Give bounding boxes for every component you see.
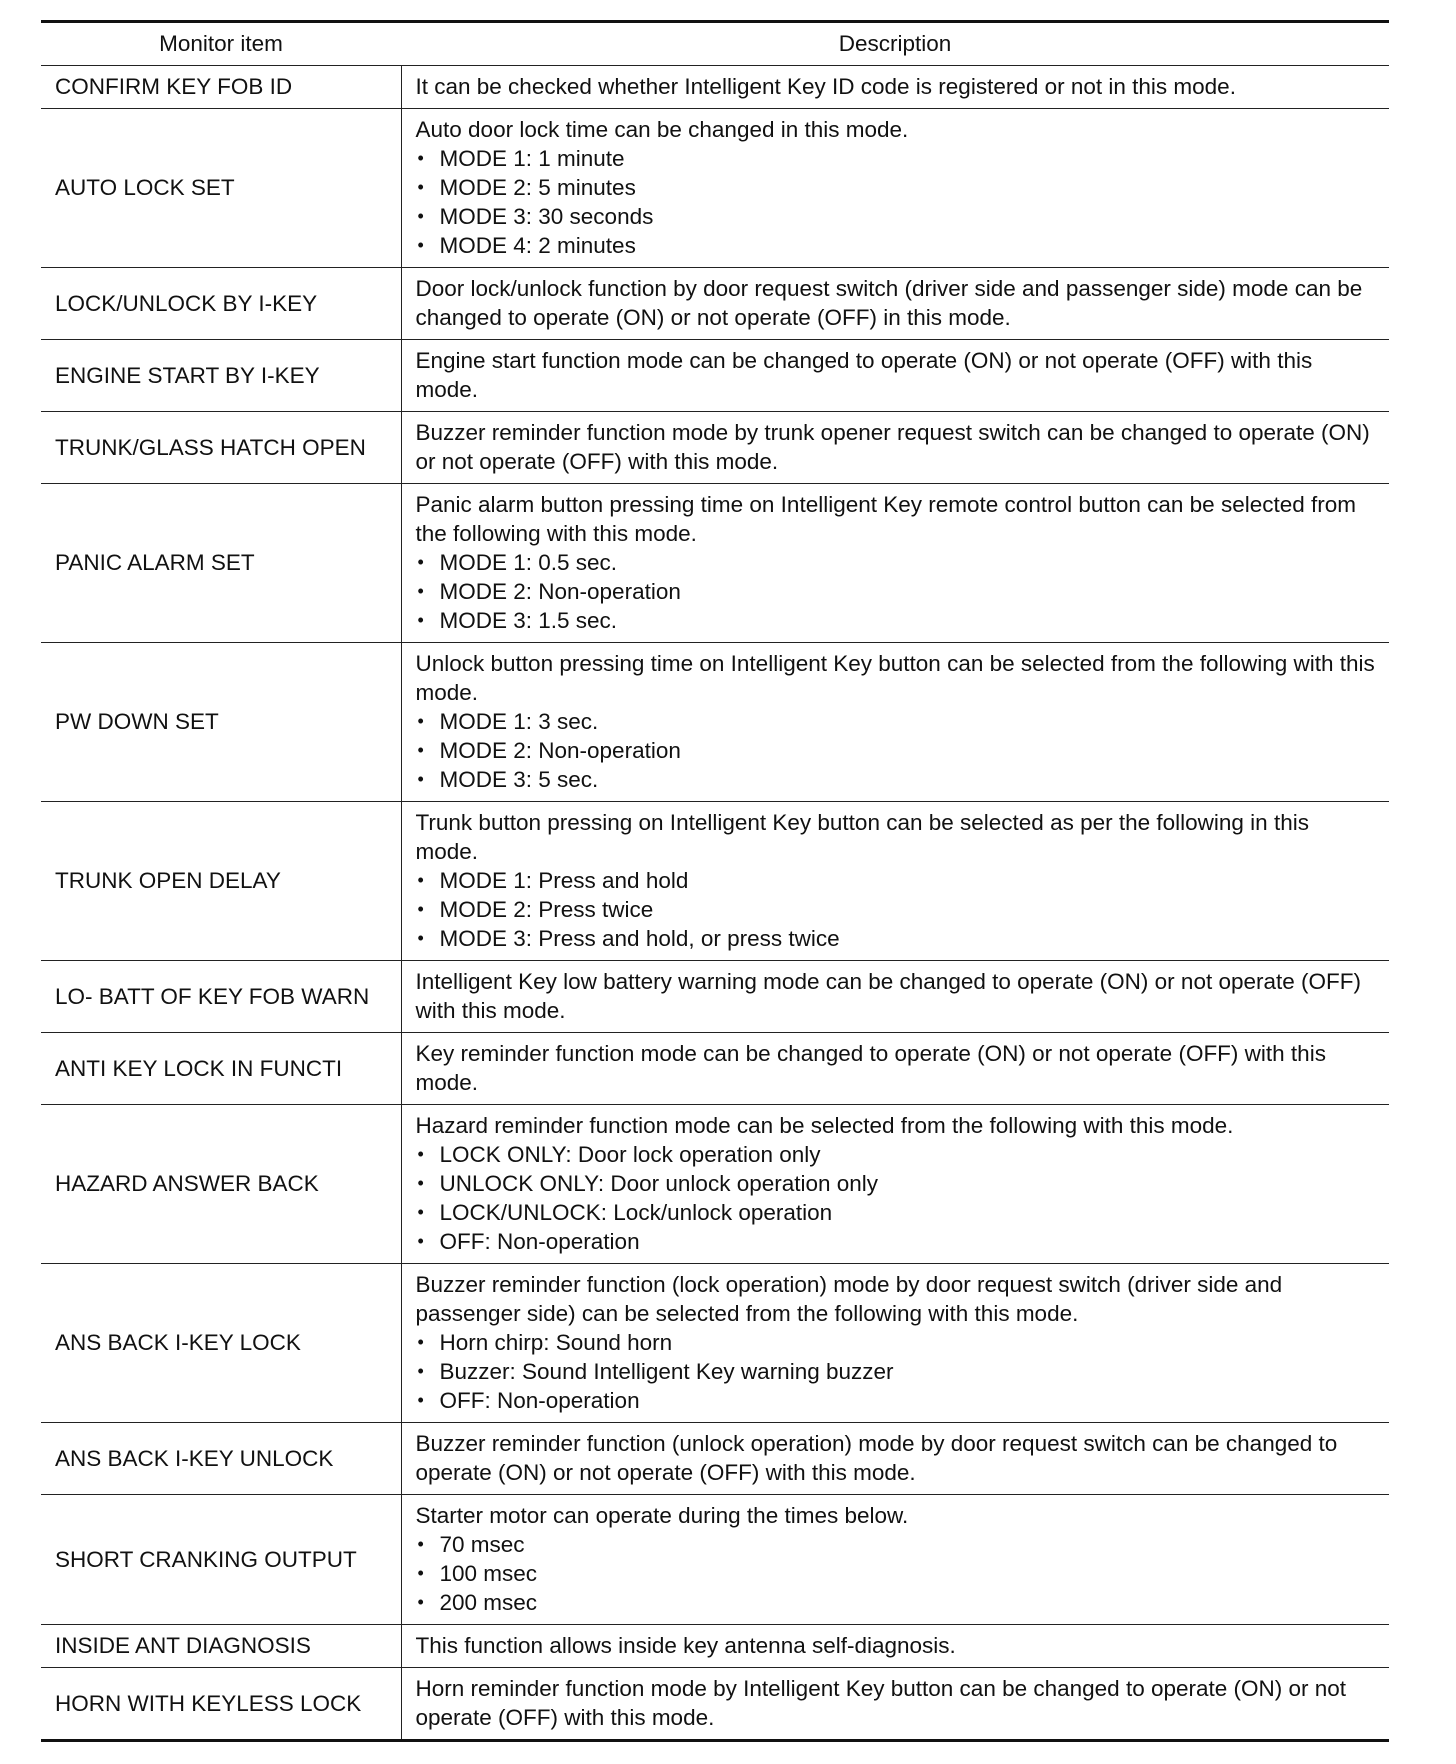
bullet-item: • MODE 2: Non-operation: [416, 736, 1376, 765]
table-row: [41, 1033, 1389, 1105]
bullet-item: • 100 msec: [416, 1559, 1376, 1588]
bullet-item: • MODE 2: Non-operation: [416, 577, 1376, 606]
table-row: [41, 643, 1389, 802]
bullet-list: [416, 707, 1376, 794]
description-text: Buzzer reminder function (unlock operation) mode by door request switch can be changed to operate (ON) or not operate (OFF) with this mode.: [415, 1431, 1338, 1485]
bullet-item: • MODE 3: Press and hold, or press twice: [416, 924, 1376, 953]
bullet-item: • MODE 1: 1 minute: [416, 144, 1376, 173]
description-cell: [401, 484, 1389, 643]
monitor-item-cell: ANS BACK I-KEY LOCK: [41, 1264, 401, 1423]
description-cell: [401, 1105, 1389, 1264]
monitor-item-cell: HAZARD ANSWER BACK: [41, 1105, 401, 1264]
description-cell: [401, 1495, 1389, 1625]
table-row: [41, 66, 1389, 109]
description-cell: [401, 1033, 1389, 1105]
description-cell: [401, 961, 1389, 1033]
description-text: Trunk button pressing on Intelligent Key button can be selected as per the following in this mode.: [415, 810, 1309, 864]
description-cell: [401, 66, 1389, 109]
bullet-list: [416, 866, 1376, 953]
bullet-item: • 200 msec: [416, 1588, 1376, 1617]
description-text: Intelligent Key low battery warning mode can be changed to operate (ON) or not operate (OFF) with this mode.: [415, 969, 1361, 1023]
description-cell: [401, 643, 1389, 802]
monitor-item-cell: PW DOWN SET: [41, 643, 401, 802]
description-text: Door lock/unlock function by door request switch (driver side and passenger side) mode can be changed to operate (ON) or not operate (OFF) in this mode.: [415, 276, 1363, 330]
table-row: [41, 340, 1389, 412]
bullet-item: • MODE 3: 5 sec.: [416, 765, 1376, 794]
monitor-item-cell: SHORT CRANKING OUTPUT: [41, 1495, 401, 1625]
table-row: [41, 961, 1389, 1033]
table-row: [41, 268, 1389, 340]
bullet-list: [416, 1530, 1376, 1617]
bullet-item: • Horn chirp: Sound horn: [416, 1328, 1376, 1357]
description-text: Horn reminder function mode by Intelligent Key button can be changed to operate (ON) or not operate (OFF) with this mode.: [415, 1676, 1347, 1730]
table-row: [41, 1668, 1389, 1741]
description-text: This function allows inside key antenna self-diagnosis.: [415, 1633, 956, 1658]
description-text: Unlock button pressing time on Intelligent Key button can be selected from the following with this mode.: [415, 651, 1375, 705]
bullet-item: • MODE 2: Press twice: [416, 895, 1376, 924]
monitor-item-cell: TRUNK OPEN DELAY: [41, 802, 401, 961]
bullet-item: • MODE 3: 1.5 sec.: [416, 606, 1376, 635]
monitor-item-table: [41, 20, 1389, 1742]
bullet-item: • UNLOCK ONLY: Door unlock operation only: [416, 1169, 1376, 1198]
monitor-item-cell: PANIC ALARM SET: [41, 484, 401, 643]
table-row: [41, 109, 1389, 268]
bullet-item: • MODE 1: 0.5 sec.: [416, 548, 1376, 577]
bullet-item: • MODE 4: 2 minutes: [416, 231, 1376, 260]
bullet-list: [416, 1328, 1376, 1415]
monitor-item-cell: ANTI KEY LOCK IN FUNCTI: [41, 1033, 401, 1105]
description-cell: [401, 1625, 1389, 1668]
header-monitor-item: Monitor item: [41, 22, 401, 66]
description-cell: [401, 1264, 1389, 1423]
monitor-item-cell: LOCK/UNLOCK BY I-KEY: [41, 268, 401, 340]
monitor-item-cell: TRUNK/GLASS HATCH OPEN: [41, 412, 401, 484]
bullet-list: [416, 144, 1376, 260]
description-cell: [401, 802, 1389, 961]
bullet-item: • MODE 1: Press and hold: [416, 866, 1376, 895]
bullet-item: • MODE 2: 5 minutes: [416, 173, 1376, 202]
bullet-item: • OFF: Non-operation: [416, 1386, 1376, 1415]
monitor-item-cell: AUTO LOCK SET: [41, 109, 401, 268]
table-row: [41, 484, 1389, 643]
monitor-item-cell: INSIDE ANT DIAGNOSIS: [41, 1625, 401, 1668]
table-row: [41, 802, 1389, 961]
description-text: It can be checked whether Intelligent Key ID code is registered or not in this mode.: [415, 74, 1236, 99]
description-text: Key reminder function mode can be changed to operate (ON) or not operate (OFF) with this mode.: [415, 1041, 1326, 1095]
monitor-item-cell: ENGINE START BY I-KEY: [41, 340, 401, 412]
bullet-list: [416, 548, 1376, 635]
description-text: Starter motor can operate during the times below.: [415, 1503, 909, 1528]
table-row: [41, 1625, 1389, 1668]
bullet-item: • MODE 1: 3 sec.: [416, 707, 1376, 736]
description-text: Hazard reminder function mode can be selected from the following with this mode.: [415, 1113, 1234, 1138]
description-text: Buzzer reminder function mode by trunk opener request switch can be changed to operate (ON) or not operate (OFF) with this mode.: [415, 420, 1370, 474]
bullet-item: • 70 msec: [416, 1530, 1376, 1559]
table-row: [41, 1105, 1389, 1264]
description-cell: [401, 109, 1389, 268]
bullet-item: • OFF: Non-operation: [416, 1227, 1376, 1256]
description-cell: [401, 1668, 1389, 1741]
table-row: [41, 1495, 1389, 1625]
monitor-item-cell: HORN WITH KEYLESS LOCK: [41, 1668, 401, 1741]
bullet-list: [416, 1140, 1376, 1256]
bullet-item: • Buzzer: Sound Intelligent Key warning buzzer: [416, 1357, 1376, 1386]
table-row: [41, 1423, 1389, 1495]
bullet-item: • LOCK ONLY: Door lock operation only: [416, 1140, 1376, 1169]
description-cell: [401, 412, 1389, 484]
description-text: Panic alarm button pressing time on Intelligent Key remote control button can be selected from the following with this mode.: [415, 492, 1357, 546]
monitor-item-cell: CONFIRM KEY FOB ID: [41, 66, 401, 109]
description-cell: [401, 340, 1389, 412]
description-text: Engine start function mode can be changed to operate (ON) or not operate (OFF) with this mode.: [415, 348, 1313, 402]
table-row: [41, 1264, 1389, 1423]
monitor-item-cell: LO- BATT OF KEY FOB WARN: [41, 961, 401, 1033]
bullet-item: • LOCK/UNLOCK: Lock/unlock operation: [416, 1198, 1376, 1227]
description-cell: [401, 268, 1389, 340]
table-row: [41, 412, 1389, 484]
description-cell: [401, 1423, 1389, 1495]
header-description: Description: [401, 22, 1389, 66]
description-text: Auto door lock time can be changed in this mode.: [415, 117, 909, 142]
monitor-item-cell: ANS BACK I-KEY UNLOCK: [41, 1423, 401, 1495]
description-text: Buzzer reminder function (lock operation) mode by door request switch (driver side and passenger side) can be selected from the following with this mode.: [415, 1272, 1283, 1326]
table-header-row: [41, 22, 1389, 66]
bullet-item: • MODE 3: 30 seconds: [416, 202, 1376, 231]
table-body: [41, 66, 1389, 1741]
